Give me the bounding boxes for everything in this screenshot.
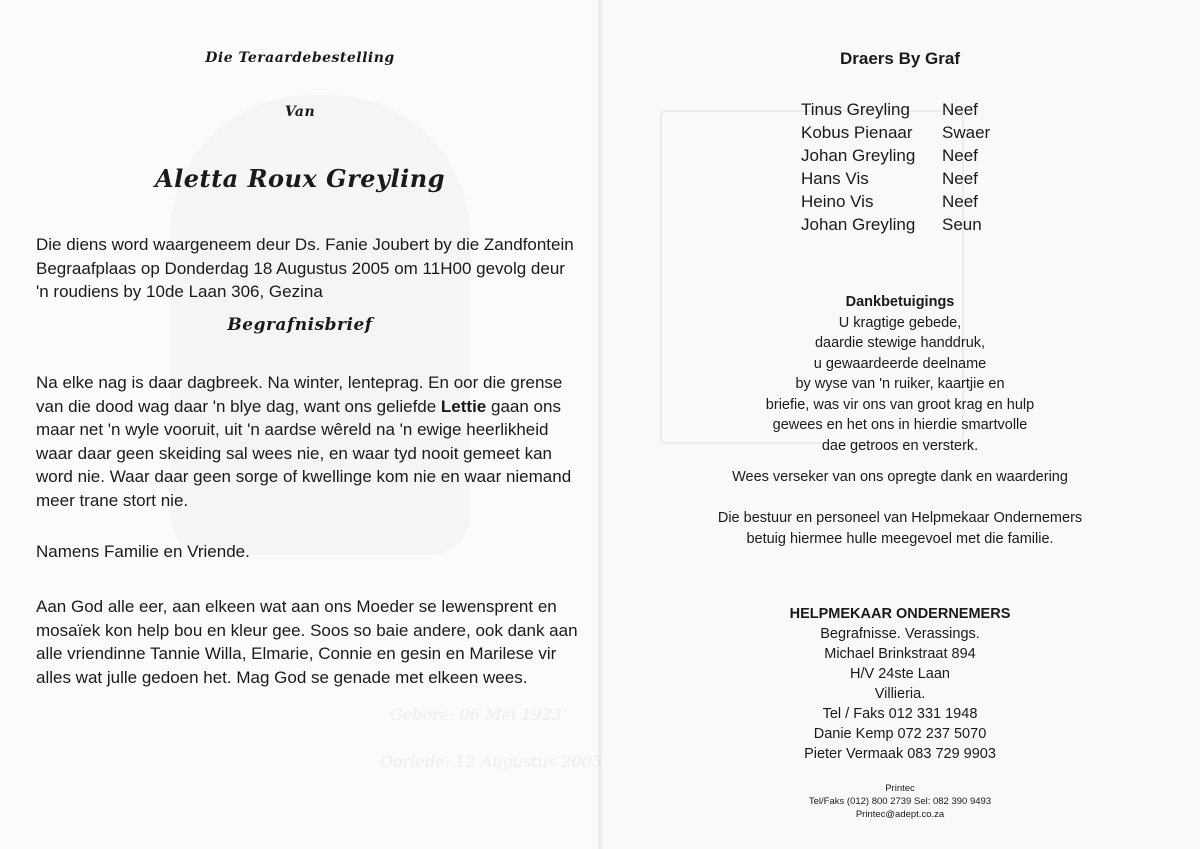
pallbearer-relation: Seun	[942, 215, 982, 234]
printer-credit	[600, 782, 1200, 821]
acknowledgement-line: gewees en het ons in hierdie smartvolle	[772, 417, 1028, 433]
service-line: Die diens word waargeneem deur Ds. Fanie Joubert by die Zandfontein	[36, 235, 574, 254]
acknowledgements-title: Dankbetuigings	[845, 294, 955, 310]
funeral-home-phone: Tel / Faks 012 331 1948	[822, 706, 978, 722]
thanks-line: alle vriendinne Tannie Willa, Elmarie, Connie en gesin en Marilese vir	[36, 644, 557, 663]
service-line: Begraafplaas op Donderdag 18 Augustus 2005 om 11H00 gevolg deur	[36, 258, 565, 278]
funeral-home-line: Villieria.	[874, 686, 926, 702]
acknowledgement-line: briefie, was vir ons van groot krag en hulp	[765, 396, 1035, 413]
letter-name-bold: Lettie	[440, 396, 487, 416]
thanks-line: Aan God alle eer, aan elkeen wat aan ons Moeder se lewensprent en	[36, 597, 557, 616]
printer-email: Printec@adept.co.za	[855, 809, 945, 820]
funeral-home-line: Michael Brinkstraat 894	[824, 646, 976, 662]
pallbearer-relation: Neef	[942, 192, 978, 211]
heading-teraardebestelling: Die Teraardebestelling	[205, 50, 395, 66]
pallbearer-relation: Neef	[942, 146, 978, 165]
pallbearer-name: Heino Vis	[801, 192, 874, 211]
pallbearer-name: Johan Greyling	[801, 146, 916, 165]
funeral-home-line: Begrafnisse. Verassings.	[820, 626, 980, 642]
condolence-line: betuig hiermee hulle meegevoel met die familie.	[746, 530, 1054, 547]
service-details	[36, 233, 596, 304]
acknowledgement-line: u gewaardeerde deelname	[813, 355, 987, 372]
letter-text: gaan ons	[486, 396, 561, 416]
pallbearer-relation: Swaer	[942, 123, 991, 142]
letter-line: Na elke nag is daar dagbreek. Na winter, lenteprag. En oor die grense	[36, 373, 563, 392]
family-thanks	[36, 595, 596, 689]
signoff: Namens Familie en Vriende.	[36, 542, 250, 561]
thanks-line: alles wat julle gedoen het. Mag God se genade met elkeen wees.	[36, 667, 528, 687]
letter-text: van die dood wag daar 'n blye dag, want ons geliefde	[36, 396, 441, 416]
pallbearer-name: Johan Greyling	[801, 215, 916, 234]
acknowledgement-line: dae getroos en versterk.	[821, 437, 979, 454]
condolence-line: Die bestuur en personeel van Helpmekaar Ondernemers	[717, 510, 1083, 526]
assurance-line: Wees verseker van ons opregte dank en waardering	[732, 469, 1068, 485]
printer-contact: Tel/Faks (012) 800 2739 Sel: 082 390 9493	[808, 796, 992, 807]
printer-name: Printec	[885, 783, 915, 794]
pallbearer-name: Kobus Pienaar	[801, 123, 913, 142]
deceased-name: Aletta Roux Greyling	[155, 164, 445, 193]
letter-line: waar daar geen skeiding sal wees nie, en waar tyd nooit gemeet kan	[36, 443, 552, 463]
funeral-home-line: H/V 24ste Laan	[850, 666, 950, 682]
acknowledgement-line: daardie stewige handdruk,	[814, 335, 986, 351]
funeral-home-phone: Pieter Vermaak 083 729 9903	[804, 746, 996, 762]
faded-death-date: Oorlede: 12 Augustus 2005	[380, 752, 602, 771]
condolence	[600, 508, 1200, 549]
funeral-home-details	[600, 604, 1200, 764]
acknowledgements	[600, 292, 1200, 456]
thanks-line: mosaïek kon help bou en kleur gee. Soos so baie andere, ook dank aan	[36, 620, 578, 640]
faded-birth-date: Gebore: 06 Mei 1923	[390, 705, 562, 724]
funeral-home-name: HELPMEKAAR ONDERNEMERS	[789, 606, 1011, 622]
pallbearer-relation: Neef	[942, 100, 978, 119]
acknowledgement-line: by wyse van 'n ruiker, kaartjie en	[795, 376, 1005, 392]
funeral-letter	[36, 371, 596, 512]
letter-title: Begrafnisbrief	[227, 315, 373, 335]
funeral-home-phone: Danie Kemp 072 237 5070	[813, 726, 987, 742]
pallbearer-name: Hans Vis	[801, 169, 869, 188]
letter-line	[36, 395, 596, 419]
letter-line: word nie. Waar daar geen sorge of kwellinge kom nie en waar niemand	[36, 467, 572, 486]
acknowledgement-line: U kragtige gebede,	[838, 314, 962, 331]
letter-line: maar net 'n wyle vooruit, uit 'n aardse wêreld na 'n ewige heerlikheid	[36, 420, 549, 439]
pallbearer-name: Tinus Greyling	[801, 100, 910, 119]
letter-line: meer trane stort nie.	[36, 490, 189, 510]
pallbearers-title: Draers By Graf	[839, 49, 960, 68]
heading-van: Van	[284, 104, 316, 120]
pallbearer-relation: Neef	[942, 169, 978, 188]
service-line: 'n roudiens by 10de Laan 306, Gezina	[36, 282, 323, 301]
